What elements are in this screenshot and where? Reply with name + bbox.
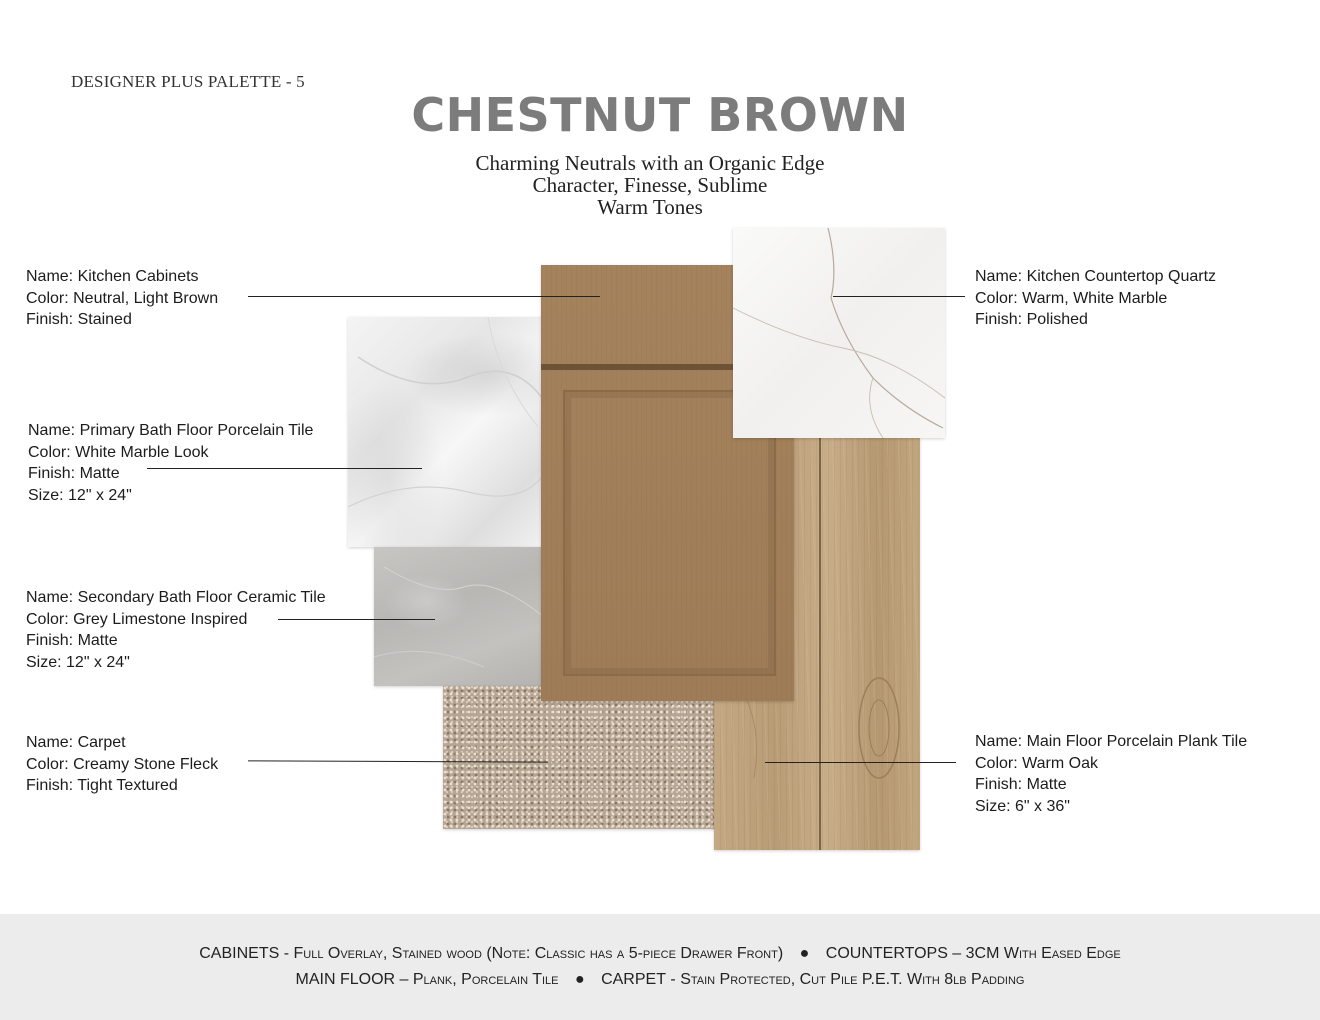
- secondary-bath-color: Color: Grey Limestone Inspired: [26, 610, 248, 628]
- footer-carpet-body: - Stain Protected, Cut Pile P.E.T. With 8lb Padding: [665, 971, 1025, 988]
- footer-countertops-head: COUNTERTOPS: [825, 945, 948, 962]
- kitchen-cabinets-name: Name: Kitchen Cabinets: [26, 268, 199, 285]
- secondary-bath-label: [26, 587, 326, 673]
- secondary-bath-size: Size: 12" x 24": [26, 653, 130, 671]
- secondary-bath-name: Name: Secondary Bath Floor Ceramic Tile: [26, 589, 326, 606]
- carpet-swatch: [443, 686, 733, 829]
- countertop-label: [975, 266, 1216, 331]
- footer-cabinets-body: - Full Overlay, Stained wood (Note: Classic has a 5-piece Drawer Front): [279, 945, 784, 962]
- footer-line-1: [0, 945, 1320, 963]
- primary-bath-name: Name: Primary Bath Floor Porcelain Tile: [28, 422, 314, 439]
- footer-line-2: [0, 971, 1320, 989]
- primary-bath-color: Color: White Marble Look: [28, 443, 209, 461]
- carpet-name: Name: Carpet: [26, 734, 126, 751]
- main-floor-color: Color: Warm Oak: [975, 754, 1098, 772]
- primary-bath-size: Size: 12" x 24": [28, 486, 132, 504]
- subtitle-line-2: Character, Finesse, Sublime: [532, 173, 768, 197]
- footer-carpet-head: CARPET: [601, 971, 666, 988]
- footer-main-floor-body: – Plank, Porcelain Tile: [395, 971, 559, 988]
- subtitle-line-3: Warm Tones: [597, 195, 703, 219]
- carpet-label: [26, 732, 218, 797]
- bullet-icon: ●: [799, 945, 810, 962]
- carpet-finish: Finish: Tight Textured: [26, 777, 178, 794]
- bullet-icon: ●: [574, 971, 585, 988]
- kitchen-cabinets-label: [26, 266, 218, 331]
- footer-main-floor-head: MAIN FLOOR: [295, 971, 396, 988]
- countertop-name: Name: Kitchen Countertop Quartz: [975, 268, 1217, 285]
- countertop-color: Color: Warm, White Marble: [975, 289, 1168, 307]
- primary-bath-finish: Finish: Matte: [28, 465, 120, 482]
- carpet-leader-line: [248, 760, 548, 762]
- carpet-color: Color: Creamy Stone Fleck: [26, 755, 219, 773]
- primary-bath-tile-swatch: [348, 317, 548, 547]
- countertop-quartz-swatch: [733, 228, 945, 438]
- kitchen-cabinets-finish: Finish: Stained: [26, 311, 132, 328]
- footer-specs: [0, 914, 1320, 1020]
- main-floor-leader-line: [765, 762, 956, 763]
- secondary-bath-tile-swatch: [374, 547, 548, 686]
- main-floor-label: [975, 731, 1247, 817]
- kitchen-cabinets-color: Color: Neutral, Light Brown: [26, 289, 219, 307]
- palette-label: DESIGNER PLUS PALETTE - 5: [71, 72, 305, 91]
- secondary-bath-finish: Finish: Matte: [26, 632, 118, 649]
- main-floor-name: Name: Main Floor Porcelain Plank Tile: [975, 733, 1248, 750]
- kitchen-cabinets-leader-line: [248, 296, 600, 297]
- countertop-leader-line: [833, 296, 965, 297]
- subtitle-line-1: Charming Neutrals with an Organic Edge: [475, 151, 825, 175]
- primary-bath-label: [28, 420, 313, 506]
- footer-cabinets-head: CABINETS: [199, 945, 280, 962]
- primary-bath-leader-line: [147, 468, 422, 469]
- main-floor-finish: Finish: Matte: [975, 776, 1067, 793]
- countertop-finish: Finish: Polished: [975, 311, 1088, 328]
- footer-countertops-body: – 3CM With Eased Edge: [947, 945, 1121, 962]
- page-title: CHESTNUT BROWN: [411, 88, 909, 142]
- secondary-bath-leader-line: [278, 619, 435, 620]
- main-floor-size: Size: 6" x 36": [975, 797, 1070, 815]
